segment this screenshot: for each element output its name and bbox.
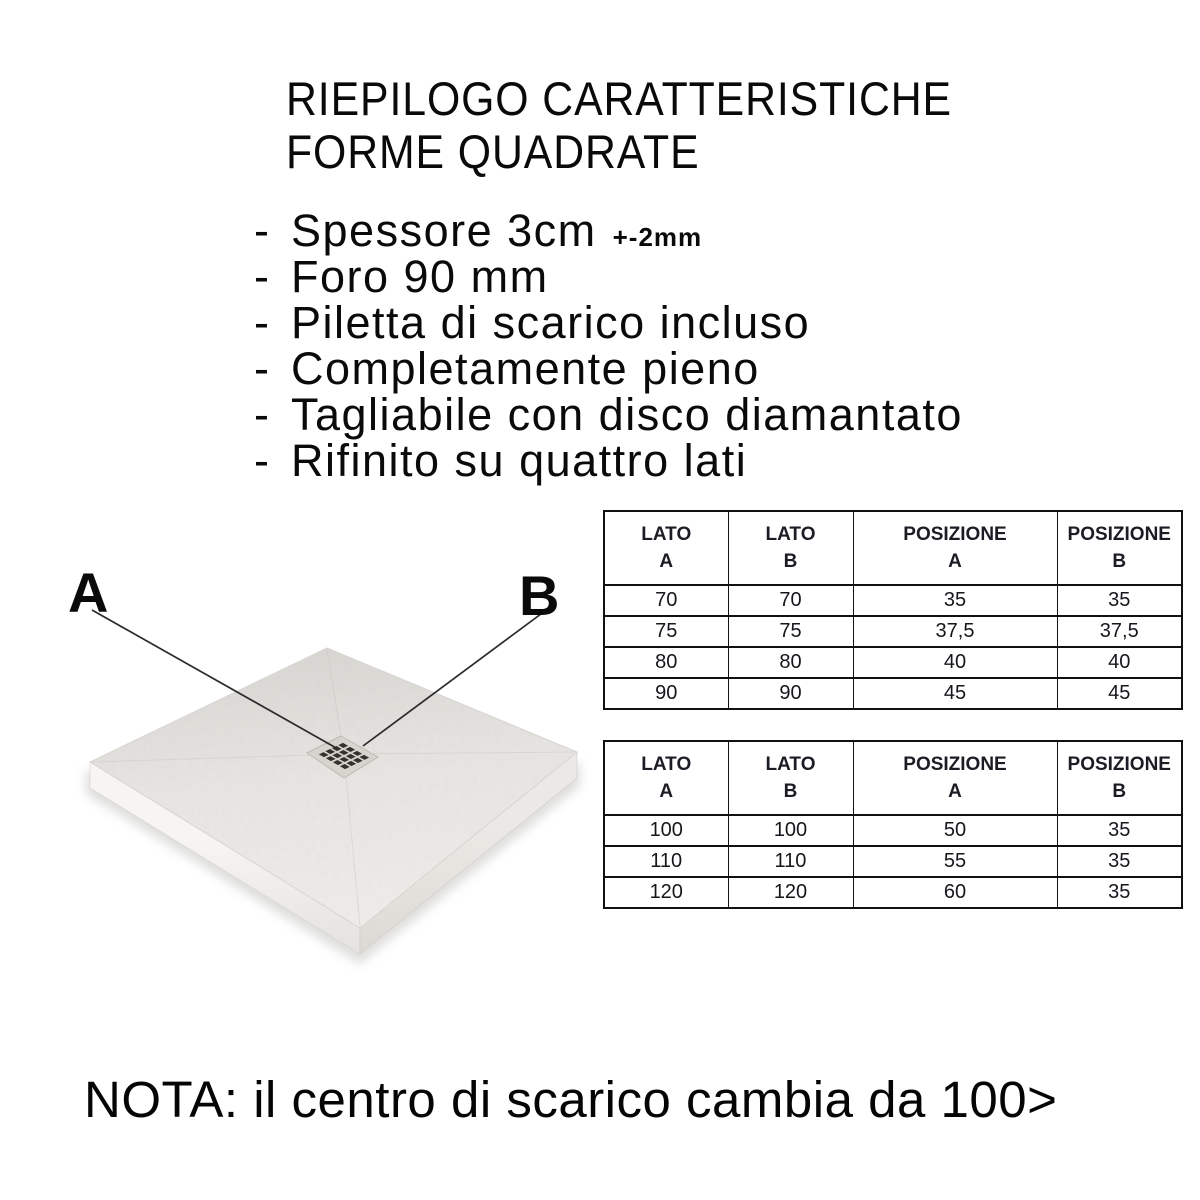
cell: 100 bbox=[604, 815, 728, 846]
column-header-posizione-b: POSIZIONE B bbox=[1057, 741, 1182, 815]
column-header-lato-b: LATO B bbox=[728, 741, 853, 815]
cell: 35 bbox=[1057, 815, 1182, 846]
cell: 45 bbox=[1057, 678, 1182, 709]
feature-text: Tagliabile con disco diamantato bbox=[291, 389, 963, 440]
cell: 35 bbox=[1057, 585, 1182, 616]
feature-text: Completamente pieno bbox=[291, 343, 760, 394]
table-row bbox=[604, 616, 1182, 647]
list-item bbox=[254, 389, 963, 440]
table-row bbox=[604, 647, 1182, 678]
page-title-line2: FORME QUADRATE bbox=[286, 125, 700, 178]
cell: 40 bbox=[1057, 647, 1182, 678]
column-header-lato-b: LATO B bbox=[728, 511, 853, 585]
cell: 120 bbox=[604, 877, 728, 908]
cell: 80 bbox=[728, 647, 853, 678]
shower-tray-diagram bbox=[0, 560, 620, 990]
cell: 35 bbox=[853, 585, 1057, 616]
feature-text: Piletta di scarico incluso bbox=[291, 297, 811, 348]
cell: 50 bbox=[853, 815, 1057, 846]
column-header-lato-a: LATO A bbox=[604, 511, 728, 585]
cell: 75 bbox=[728, 616, 853, 647]
list-item bbox=[254, 205, 963, 256]
list-item bbox=[254, 297, 963, 348]
cell: 37,5 bbox=[1057, 616, 1182, 647]
dimension-label-b: B bbox=[519, 564, 560, 627]
bullet-dash: - bbox=[254, 205, 269, 256]
cell: 35 bbox=[1057, 846, 1182, 877]
dimensions-table-100-120 bbox=[603, 740, 1183, 909]
cell: 100 bbox=[728, 815, 853, 846]
drain-center-note: NOTA: il centro di scarico cambia da 100> bbox=[84, 1071, 1058, 1128]
table-header-row bbox=[604, 741, 1182, 815]
bullet-dash: - bbox=[254, 297, 269, 348]
cell: 35 bbox=[1057, 877, 1182, 908]
table-row bbox=[604, 585, 1182, 616]
feature-text: Foro 90 mm bbox=[291, 251, 549, 302]
column-header-posizione-b: POSIZIONE B bbox=[1057, 511, 1182, 585]
feature-tolerance-note: +-2mm bbox=[612, 222, 703, 252]
table-row bbox=[604, 846, 1182, 877]
feature-list bbox=[254, 205, 963, 486]
column-header-posizione-a: POSIZIONE A bbox=[853, 741, 1057, 815]
cell: 110 bbox=[728, 846, 853, 877]
bullet-dash: - bbox=[254, 251, 269, 302]
cell: 60 bbox=[853, 877, 1057, 908]
list-item bbox=[254, 435, 963, 486]
cell: 45 bbox=[853, 678, 1057, 709]
cell: 90 bbox=[728, 678, 853, 709]
cell: 40 bbox=[853, 647, 1057, 678]
table-header-row bbox=[604, 511, 1182, 585]
page-title bbox=[286, 72, 952, 178]
dimensions-table-70-90 bbox=[603, 510, 1183, 710]
dimension-label-a: A bbox=[68, 561, 109, 624]
table-row bbox=[604, 815, 1182, 846]
cell: 90 bbox=[604, 678, 728, 709]
cell: 70 bbox=[728, 585, 853, 616]
list-item bbox=[254, 343, 963, 394]
list-item bbox=[254, 251, 963, 302]
bullet-dash: - bbox=[254, 389, 269, 440]
bullet-dash: - bbox=[254, 343, 269, 394]
table-row bbox=[604, 877, 1182, 908]
feature-text: Spessore 3cm bbox=[291, 205, 597, 256]
page-title-line1: RIEPILOGO CARATTERISTICHE bbox=[286, 72, 952, 125]
cell: 110 bbox=[604, 846, 728, 877]
cell: 55 bbox=[853, 846, 1057, 877]
cell: 70 bbox=[604, 585, 728, 616]
cell: 37,5 bbox=[853, 616, 1057, 647]
cell: 80 bbox=[604, 647, 728, 678]
cell: 120 bbox=[728, 877, 853, 908]
bullet-dash: - bbox=[254, 435, 269, 486]
cell: 75 bbox=[604, 616, 728, 647]
column-header-posizione-a: POSIZIONE A bbox=[853, 511, 1057, 585]
feature-text: Rifinito su quattro lati bbox=[291, 435, 748, 486]
table-row bbox=[604, 678, 1182, 709]
column-header-lato-a: LATO A bbox=[604, 741, 728, 815]
